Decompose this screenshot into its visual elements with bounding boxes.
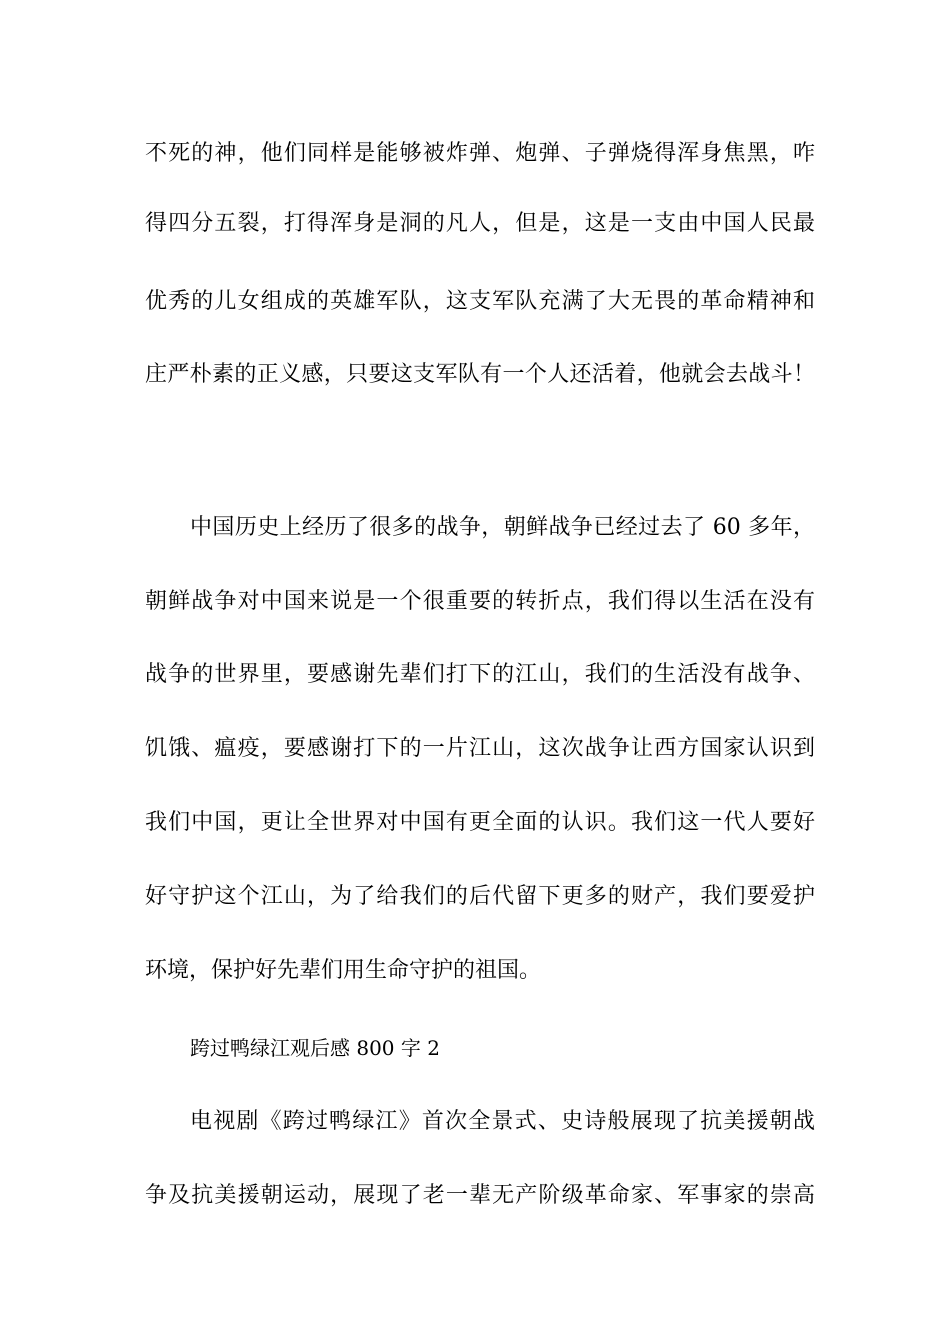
paragraph-1-line-1: 不死的神，他们同样是能够被炸弹、炮弹、子弹烧得浑身焦黑，咋: [145, 141, 815, 166]
paragraph-1-line-4: 庄严朴素的正义感，只要这支军队有一个人还活着，他就会去战斗！: [145, 362, 815, 387]
paragraph-2-line-7: 环境，保护好先辈们用生命守护的祖国。: [145, 958, 542, 983]
paragraph-1-line-3: 优秀的儿女组成的英雄军队，这支军队充满了大无畏的革命精神和: [145, 289, 815, 314]
paragraph-1-line-2: 得四分五裂，打得浑身是洞的凡人，但是，这是一支由中国人民最: [145, 211, 815, 236]
section-heading: 跨过鸭绿江观后感 800 字 2: [190, 1036, 440, 1060]
paragraph-2-line-5: 我们中国，更让全世界对中国有更全面的认识。我们这一代人要好: [145, 810, 815, 835]
paragraph-3-line-2: 争及抗美援朝运动，展现了老一辈无产阶级革命家、军事家的崇高: [145, 1183, 815, 1208]
paragraph-2-line-3: 战争的世界里，要感谢先辈们打下的江山，我们的生活没有战争、: [145, 662, 815, 687]
paragraph-2-line-1: 中国历史上经历了很多的战争，朝鲜战争已经过去了 60 多年，: [190, 515, 815, 540]
paragraph-3-line-1: 电视剧《跨过鸭绿江》首次全景式、史诗般展现了抗美援朝战: [190, 1109, 815, 1134]
paragraph-2-line-6: 好守护这个江山，为了给我们的后代留下更多的财产，我们要爱护: [145, 884, 815, 909]
paragraph-2-line-4: 饥饿、瘟疫，要感谢打下的一片江山，这次战争让西方国家认识到: [145, 736, 815, 761]
paragraph-2-line-2: 朝鲜战争对中国来说是一个很重要的转折点，我们得以生活在没有: [145, 589, 815, 614]
